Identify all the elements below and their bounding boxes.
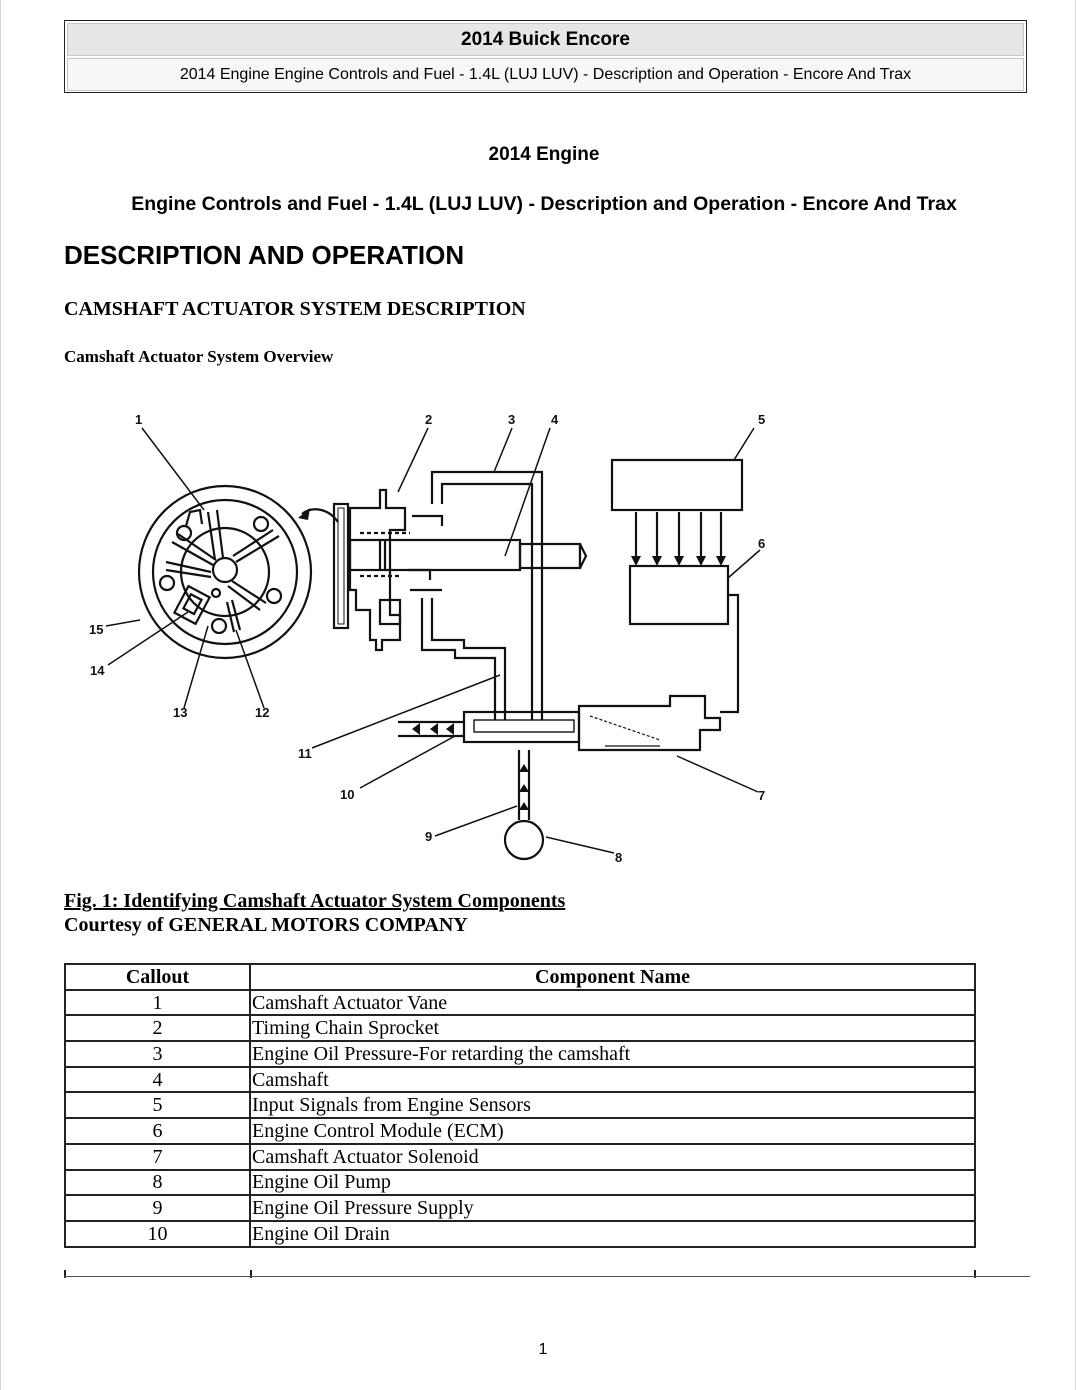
callout-label-6: 6 <box>758 536 766 551</box>
callout-cell: 7 <box>65 1144 250 1170</box>
table-row <box>65 990 975 1016</box>
callout-label-11: 11 <box>298 746 312 761</box>
oil-supply-drawing <box>519 750 529 820</box>
component-name-cell: Camshaft Actuator Vane <box>250 990 975 1016</box>
signal-arrows <box>631 512 726 566</box>
oil-drain-drawing <box>398 722 464 736</box>
callout-label-7: 7 <box>758 788 766 803</box>
component-name-cell: Input Signals from Engine Sensors <box>250 1092 975 1118</box>
callout-label-5: 5 <box>758 412 766 427</box>
component-name-cell: Timing Chain Sprocket <box>250 1015 975 1041</box>
callout-cell: 4 <box>65 1067 250 1093</box>
callout-cell: 10 <box>65 1221 250 1247</box>
callout-cell: 5 <box>65 1092 250 1118</box>
component-name-cell: Engine Oil Pressure-For retarding the camshaft <box>250 1041 975 1067</box>
table-row <box>65 1041 975 1067</box>
component-name-cell: Engine Oil Pump <box>250 1170 975 1196</box>
table-row <box>65 1118 975 1144</box>
table-row <box>65 1067 975 1093</box>
callout-label-12: 12 <box>255 705 270 720</box>
input-signals-box <box>612 460 742 510</box>
page-number: 1 <box>538 1341 548 1358</box>
figure-caption: Fig. 1: Identifying Camshaft Actuator System Components <box>64 890 566 912</box>
component-name-cell: Camshaft Actuator Solenoid <box>250 1144 975 1170</box>
header-subtitle: 2014 Engine Engine Controls and Fuel - 1.4L (LUJ LUV) - Description and Operation - Encore And Trax <box>67 58 1024 91</box>
table-header-row <box>65 964 975 990</box>
component-name-cell: Engine Oil Pressure Supply <box>250 1195 975 1221</box>
callout-label-10: 10 <box>340 787 355 802</box>
subsection-heading: CAMSHAFT ACTUATOR SYSTEM DESCRIPTION <box>64 298 526 320</box>
callout-cell: 9 <box>65 1195 250 1221</box>
table-row <box>65 1221 975 1247</box>
callout-label-15: 15 <box>89 622 104 637</box>
document-subtitle: Engine Controls and Fuel - 1.4L (LUJ LUV) - Description and Operation - Encore And Trax <box>131 193 957 215</box>
solenoid-drawing <box>464 696 720 750</box>
component-name-cell: Engine Control Module (ECM) <box>250 1118 975 1144</box>
table-row <box>65 1092 975 1118</box>
callout-label-9: 9 <box>425 829 433 844</box>
header-title: 2014 Buick Encore <box>67 23 1024 56</box>
overview-heading: Camshaft Actuator System Overview <box>64 347 334 366</box>
table-row <box>65 1015 975 1041</box>
actuator-rotor-drawing <box>139 486 311 658</box>
column-header-component-name: Component Name <box>250 964 975 990</box>
callout-cell: 6 <box>65 1118 250 1144</box>
oil-pump-circle <box>505 821 543 859</box>
column-header-callout: Callout <box>65 964 250 990</box>
ecm-box <box>630 566 728 624</box>
component-name-cell: Engine Oil Drain <box>250 1221 975 1247</box>
callout-label-14: 14 <box>90 663 105 678</box>
document-title: 2014 Engine <box>488 144 600 165</box>
callout-cell: 2 <box>65 1015 250 1041</box>
callout-cell: 1 <box>65 990 250 1016</box>
callout-label-1: 1 <box>135 412 143 427</box>
figure-courtesy: Courtesy of GENERAL MOTORS COMPANY <box>64 914 468 936</box>
component-name-cell: Camshaft <box>250 1067 975 1093</box>
callout-label-13: 13 <box>173 705 188 720</box>
callout-cell: 8 <box>65 1170 250 1196</box>
oil-passage-lines <box>422 472 542 720</box>
callout-label-4: 4 <box>551 412 559 427</box>
callout-cell: 3 <box>65 1041 250 1067</box>
callout-label-8: 8 <box>615 850 623 865</box>
section-heading: DESCRIPTION AND OPERATION <box>64 240 465 270</box>
page-cut-line <box>64 1276 1030 1277</box>
callout-table <box>64 963 976 1248</box>
document-header <box>64 20 1027 93</box>
camshaft-actuator-diagram <box>80 400 800 880</box>
sprocket-housing-drawing <box>334 490 586 650</box>
table-row <box>65 1170 975 1196</box>
callout-label-3: 3 <box>508 412 516 427</box>
table-row <box>65 1195 975 1221</box>
callout-label-2: 2 <box>425 412 433 427</box>
table-row <box>65 1144 975 1170</box>
